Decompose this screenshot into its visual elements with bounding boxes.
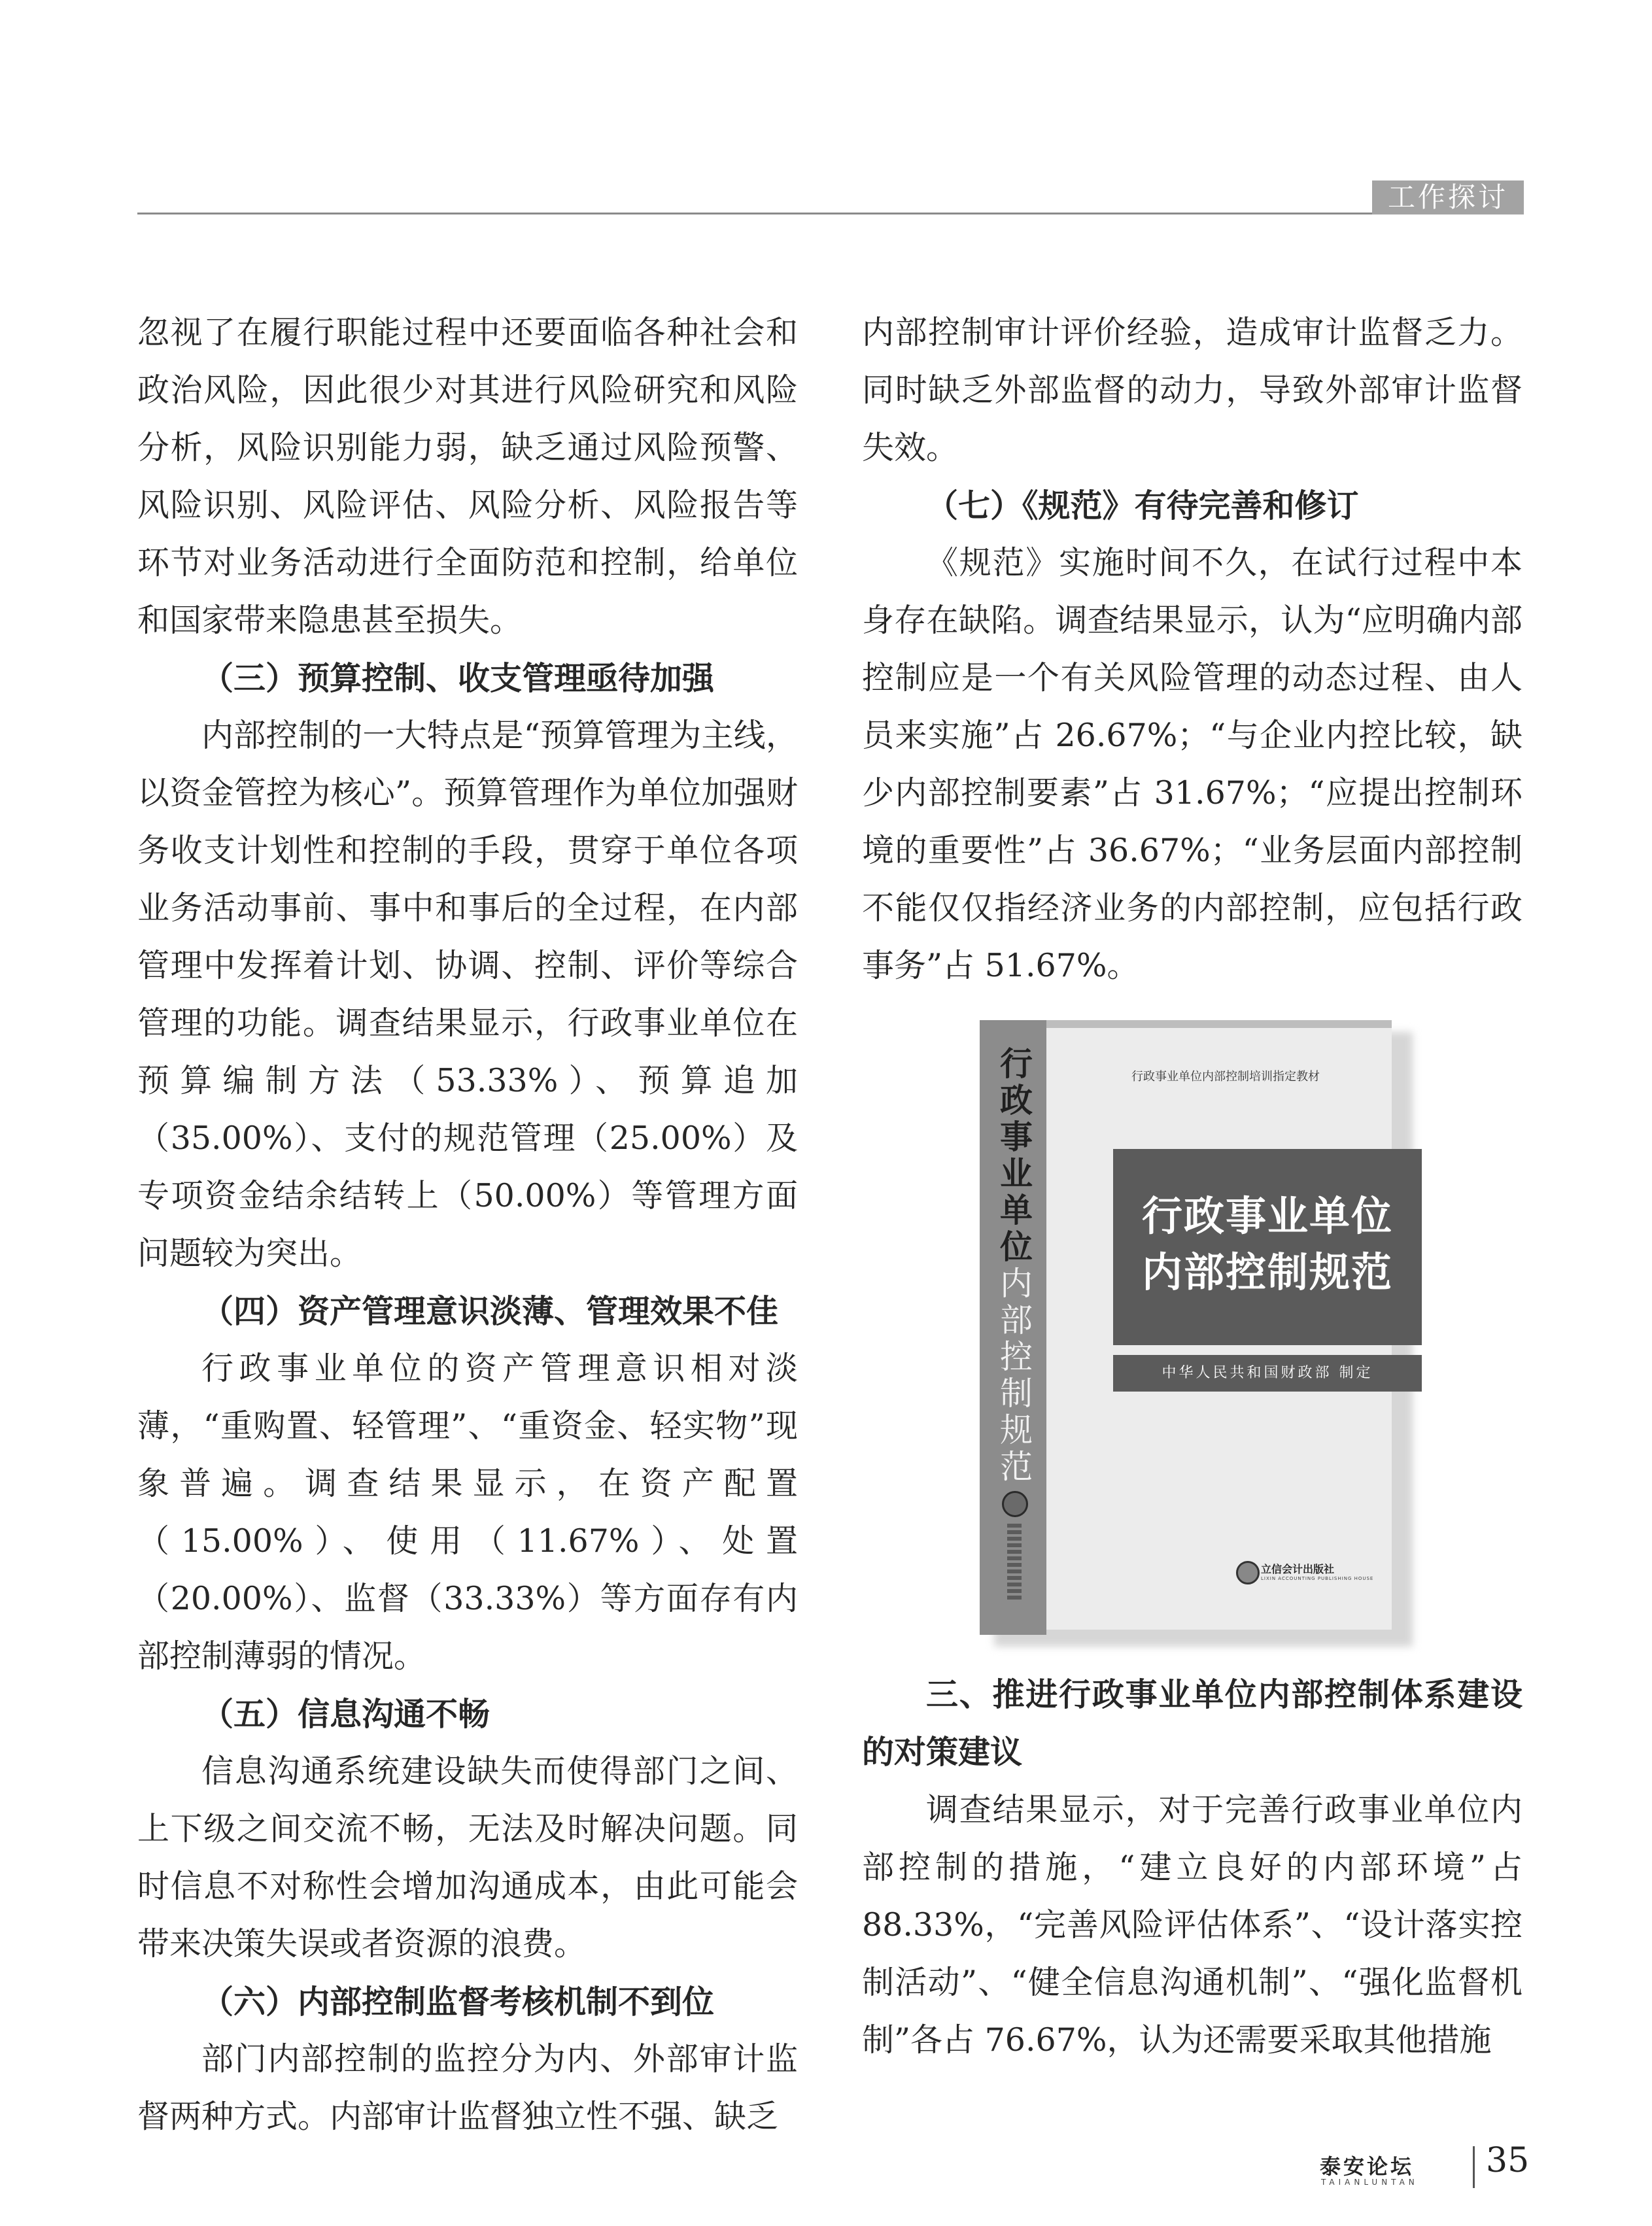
spine-logo-icon [1002,1491,1028,1517]
book-spine [980,1020,1046,1635]
subsection-heading: （四）资产管理意识淡薄、管理效果不佳 [201,1292,779,1330]
body-paragraph: 《规范》实施时间不久，在试行过程中本身存在缺陷。调查结果显示，认为“应明确内部控制应是一个有关风险管理的动态过程、由人员来实施”占 26.67%；“与企业内控比较，缺少内部控制要素”占 31.67%；“应提出控制环境的重要性”占 36.67%；“业务层面内部控制不能仅仅指经济业务的内部控制，应包括行政事务”占 51.67%。 [862,544,1523,984]
journal-title: 泰安论坛 [1320,2154,1415,2179]
section-heading: 三、推进行政事业单位内部控制体系建设的对策建议 [862,1676,1523,1771]
book-title [1113,1188,1422,1301]
publisher-logo-icon [1236,1561,1260,1584]
spine-title [994,1046,1033,1486]
body-paragraph: 调查结果显示，对于完善行政事业单位内部控制的措施，“建立良好的内部环境”占 88.33%，“完善风险评估体系”、“设计落实控制活动”、“健全信息沟通机制”、“强化监督机制”各占 76.67%，认为还需要采取其他措施 [862,1791,1523,2059]
spine-title-dark: 行政事业单位 [995,1046,1033,1266]
book-series: 行政事业单位内部控制培训指定教材 [1131,1070,1320,1084]
spine-publisher-icon [1007,1524,1022,1602]
footer-divider [1473,2146,1475,2188]
subsection-heading: （五）信息沟通不畅 [201,1695,490,1733]
body-paragraph: 内部控制审计评价经验，造成审计监督乏力。同时缺乏外部监督的动力，导致外部审计监督失效。 [862,314,1523,466]
book-cover-illustration [980,1020,1405,1641]
book-publisher: 立信会计出版社 [1261,1563,1335,1575]
book-author: 中华人民共和国财政部 制定 [1162,1365,1373,1381]
subsection-heading: （六）内部控制监督考核机制不到位 [201,1983,715,2021]
body-paragraph: 忽视了在履行职能过程中还要面临各种社会和政治风险，因此很少对其进行风险研究和风险分析，风险识别能力弱，缺乏通过风险预警、风险识别、风险评估、风险分析、风险报告等环节对业务活动进行全面防范和控制，给单位和国家带来隐患甚至损失。 [137,314,798,639]
subsection-heading: （七）《规范》有待完善和修订 [926,487,1359,524]
right-column-lower [862,1666,1523,2069]
book-top-edge [1046,1020,1392,1028]
book-title-line1: 行政事业单位 [1141,1192,1393,1240]
page-number: 35 [1486,2141,1530,2180]
header-rule [137,213,1524,214]
subsection-heading: （三）预算控制、收支管理亟待加强 [201,659,715,697]
journal-pinyin: TAIANLUNTAN [1321,2178,1419,2187]
book-front-cover [1046,1028,1392,1630]
book-title-line2: 内部控制规范 [1141,1248,1393,1296]
left-column [137,304,798,2146]
book-title-box [1113,1149,1422,1345]
spine-title-light: 内部控制规范 [995,1266,1033,1486]
body-paragraph: 行政事业单位的资产管理意识相对淡薄，“重购置、轻管理”、“重资金、轻实物”现象普遍。调查结果显示，在资产配置（15.00%）、使用（11.67%）、处置（20.00%）、监督（33.33%）等方面存有内部控制薄弱的情况。 [137,1350,798,1675]
body-paragraph: 内部控制的一大特点是“预算管理为主线，以资金管控为核心”。预算管理作为单位加强财务收支计划性和控制的手段，贯穿于单位各项业务活动事前、事中和事后的全过程，在内部管理中发挥着计划、协调、控制、评价等综合管理的功能。调查结果显示，行政事业单位在预算编制方法（53.33%）、预算追加（35.00%）、支付的规范管理（25.00%）及专项资金结余结转上（50.00%）等管理方面问题较为突出。 [137,717,798,1272]
body-paragraph: 部门内部控制的监控分为内、外部审计监督两种方式。内部审计监督独立性不强、缺乏 [137,2040,798,2135]
book-publisher-en: LIXIN ACCOUNTING PUBLISHING HOUSE [1261,1576,1374,1581]
section-tag: 工作探讨 [1372,180,1524,214]
book-author-box [1113,1355,1422,1392]
right-column-upper [862,304,1523,995]
body-paragraph: 信息沟通系统建设缺失而使得部门之间、上下级之间交流不畅，无法及时解决问题。同时信息不对称性会增加沟通成本，由此可能会带来决策失误或者资源的浪费。 [137,1753,798,1962]
